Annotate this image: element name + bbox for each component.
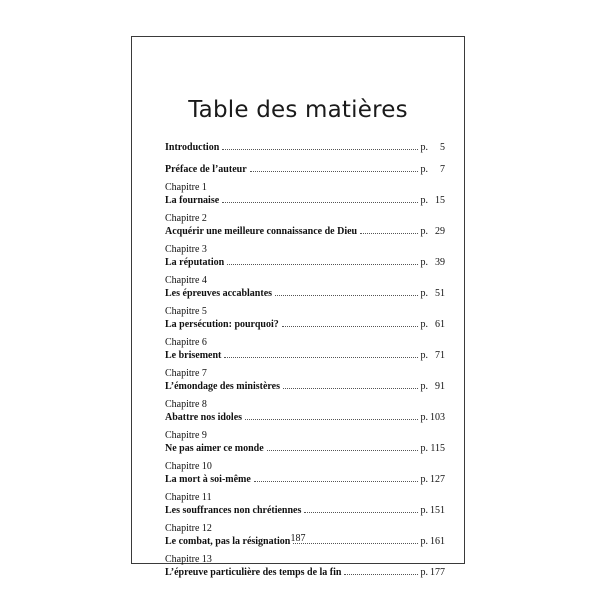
chapter-label: Chapitre 3 — [165, 244, 207, 255]
chapter-label: Chapitre 10 — [165, 461, 212, 472]
chapter-label: Chapitre 12 — [165, 523, 212, 534]
toc-line — [165, 411, 445, 424]
page-prefix: p. — [420, 412, 428, 423]
entry-page — [421, 225, 446, 238]
page-value: 115 — [430, 443, 445, 454]
page-value: 5 — [440, 142, 445, 153]
toc-line — [165, 566, 445, 579]
toc-entry-chapter — [165, 306, 445, 331]
toc-line — [165, 225, 445, 238]
entry-title: Acquérir une meilleure connaissance de Dieu — [165, 226, 358, 237]
page-prefix: p. — [420, 567, 428, 578]
page-value: 151 — [430, 505, 445, 516]
page-prefix: p. — [420, 288, 428, 299]
toc-line — [165, 194, 445, 207]
entry-title: Le brisement — [165, 350, 222, 361]
page-title: Table des matières — [188, 97, 408, 123]
page-prefix: p. — [420, 381, 428, 392]
entry-title: Le combat, pas la résignation — [165, 536, 291, 547]
toc-line — [165, 504, 445, 517]
entry-page — [421, 566, 446, 579]
toc-line — [165, 287, 445, 300]
entry-page — [421, 318, 446, 331]
entry-title: Les souffrances non chrétiennes — [165, 505, 302, 516]
entry-title: L’épreuve particulière des temps de la fin — [165, 567, 342, 578]
entry-page — [421, 411, 446, 424]
page-number: 187 — [290, 533, 306, 544]
page-value: 103 — [430, 412, 445, 423]
toc-line — [165, 349, 445, 362]
page-value: 61 — [435, 319, 445, 330]
page-prefix: p. — [420, 350, 428, 361]
page-prefix: p. — [420, 164, 428, 175]
dot-leader — [222, 149, 417, 150]
entry-page — [421, 442, 446, 455]
chapter-label: Chapitre 7 — [165, 368, 207, 379]
chapter-label: Chapitre 8 — [165, 399, 207, 410]
dot-leader — [344, 574, 417, 575]
toc-entry-front-matter — [165, 141, 445, 154]
dot-leader — [360, 233, 417, 234]
toc-entry-chapter — [165, 492, 445, 517]
entry-title: Ne pas aimer ce monde — [165, 443, 264, 454]
page-prefix: p. — [420, 142, 428, 153]
page-prefix: p. — [420, 505, 428, 516]
page-value: 29 — [435, 226, 445, 237]
page-value: 7 — [440, 164, 445, 175]
page-value: 127 — [430, 474, 445, 485]
chapter-label: Chapitre 11 — [165, 492, 212, 503]
entry-title: L’émondage des ministères — [165, 381, 280, 392]
page-value: 91 — [435, 381, 445, 392]
toc-line — [165, 318, 445, 331]
toc-entry-chapter — [165, 430, 445, 455]
page-value: 51 — [435, 288, 445, 299]
entry-title: Les épreuves accablantes — [165, 288, 273, 299]
page-prefix: p. — [420, 443, 428, 454]
chapter-label: Chapitre 5 — [165, 306, 207, 317]
entry-page — [421, 141, 446, 154]
dot-leader — [245, 419, 417, 420]
toc-line — [165, 473, 445, 486]
entry-page — [421, 349, 446, 362]
toc-entry-front-matter — [165, 163, 445, 176]
page-prefix: p. — [420, 319, 428, 330]
page-value: 161 — [430, 536, 445, 547]
entry-page — [421, 194, 446, 207]
chapter-label: Chapitre 4 — [165, 275, 207, 286]
page-prefix: p. — [420, 195, 428, 206]
entry-page — [421, 380, 446, 393]
page-value: 15 — [435, 195, 445, 206]
page-prefix: p. — [420, 226, 428, 237]
entry-title: Préface de l’auteur — [165, 164, 247, 175]
entry-page — [421, 256, 446, 269]
toc-entry-chapter — [165, 275, 445, 300]
dot-leader — [222, 202, 417, 203]
toc-entry-chapter — [165, 399, 445, 424]
entry-title: La réputation — [165, 257, 225, 268]
entry-title: La persécution: pourquoi? — [165, 319, 279, 330]
entry-title: La fournaise — [165, 195, 220, 206]
chapter-label: Chapitre 9 — [165, 430, 207, 441]
toc-line — [165, 256, 445, 269]
toc-entry-chapter — [165, 182, 445, 207]
entry-page — [421, 504, 446, 517]
entry-title: La mort à soi-même — [165, 474, 251, 485]
chapter-label: Chapitre 13 — [165, 554, 212, 565]
page-value: 39 — [435, 257, 445, 268]
entry-page — [421, 163, 446, 176]
toc-entry-chapter — [165, 244, 445, 269]
toc-entry-chapter — [165, 461, 445, 486]
toc-entry-chapter — [165, 368, 445, 393]
entry-page — [421, 287, 446, 300]
page-prefix: p. — [420, 536, 428, 547]
dot-leader — [282, 326, 418, 327]
toc-entry-chapter — [165, 337, 445, 362]
entry-title: Introduction — [165, 142, 220, 153]
dot-leader — [304, 512, 417, 513]
page-value: 177 — [430, 567, 445, 578]
toc-entry-chapter — [165, 213, 445, 238]
chapter-label: Chapitre 1 — [165, 182, 207, 193]
toc-entry-chapter — [165, 554, 445, 579]
dot-leader — [224, 357, 417, 358]
table-of-contents — [165, 141, 445, 579]
dot-leader — [254, 481, 418, 482]
dot-leader — [227, 264, 417, 265]
chapter-label: Chapitre 6 — [165, 337, 207, 348]
page-value: 71 — [435, 350, 445, 361]
page-prefix: p. — [420, 257, 428, 268]
dot-leader — [267, 450, 418, 451]
toc-line — [165, 380, 445, 393]
toc-line — [165, 442, 445, 455]
page-prefix: p. — [420, 474, 428, 485]
chapter-label: Chapitre 2 — [165, 213, 207, 224]
book-page — [131, 36, 465, 578]
dot-leader — [283, 388, 418, 389]
entry-page — [421, 473, 446, 486]
dot-leader — [275, 295, 417, 296]
dot-leader — [250, 171, 418, 172]
toc-line — [165, 163, 445, 176]
entry-title: Abattre nos idoles — [165, 412, 243, 423]
toc-line — [165, 141, 445, 154]
